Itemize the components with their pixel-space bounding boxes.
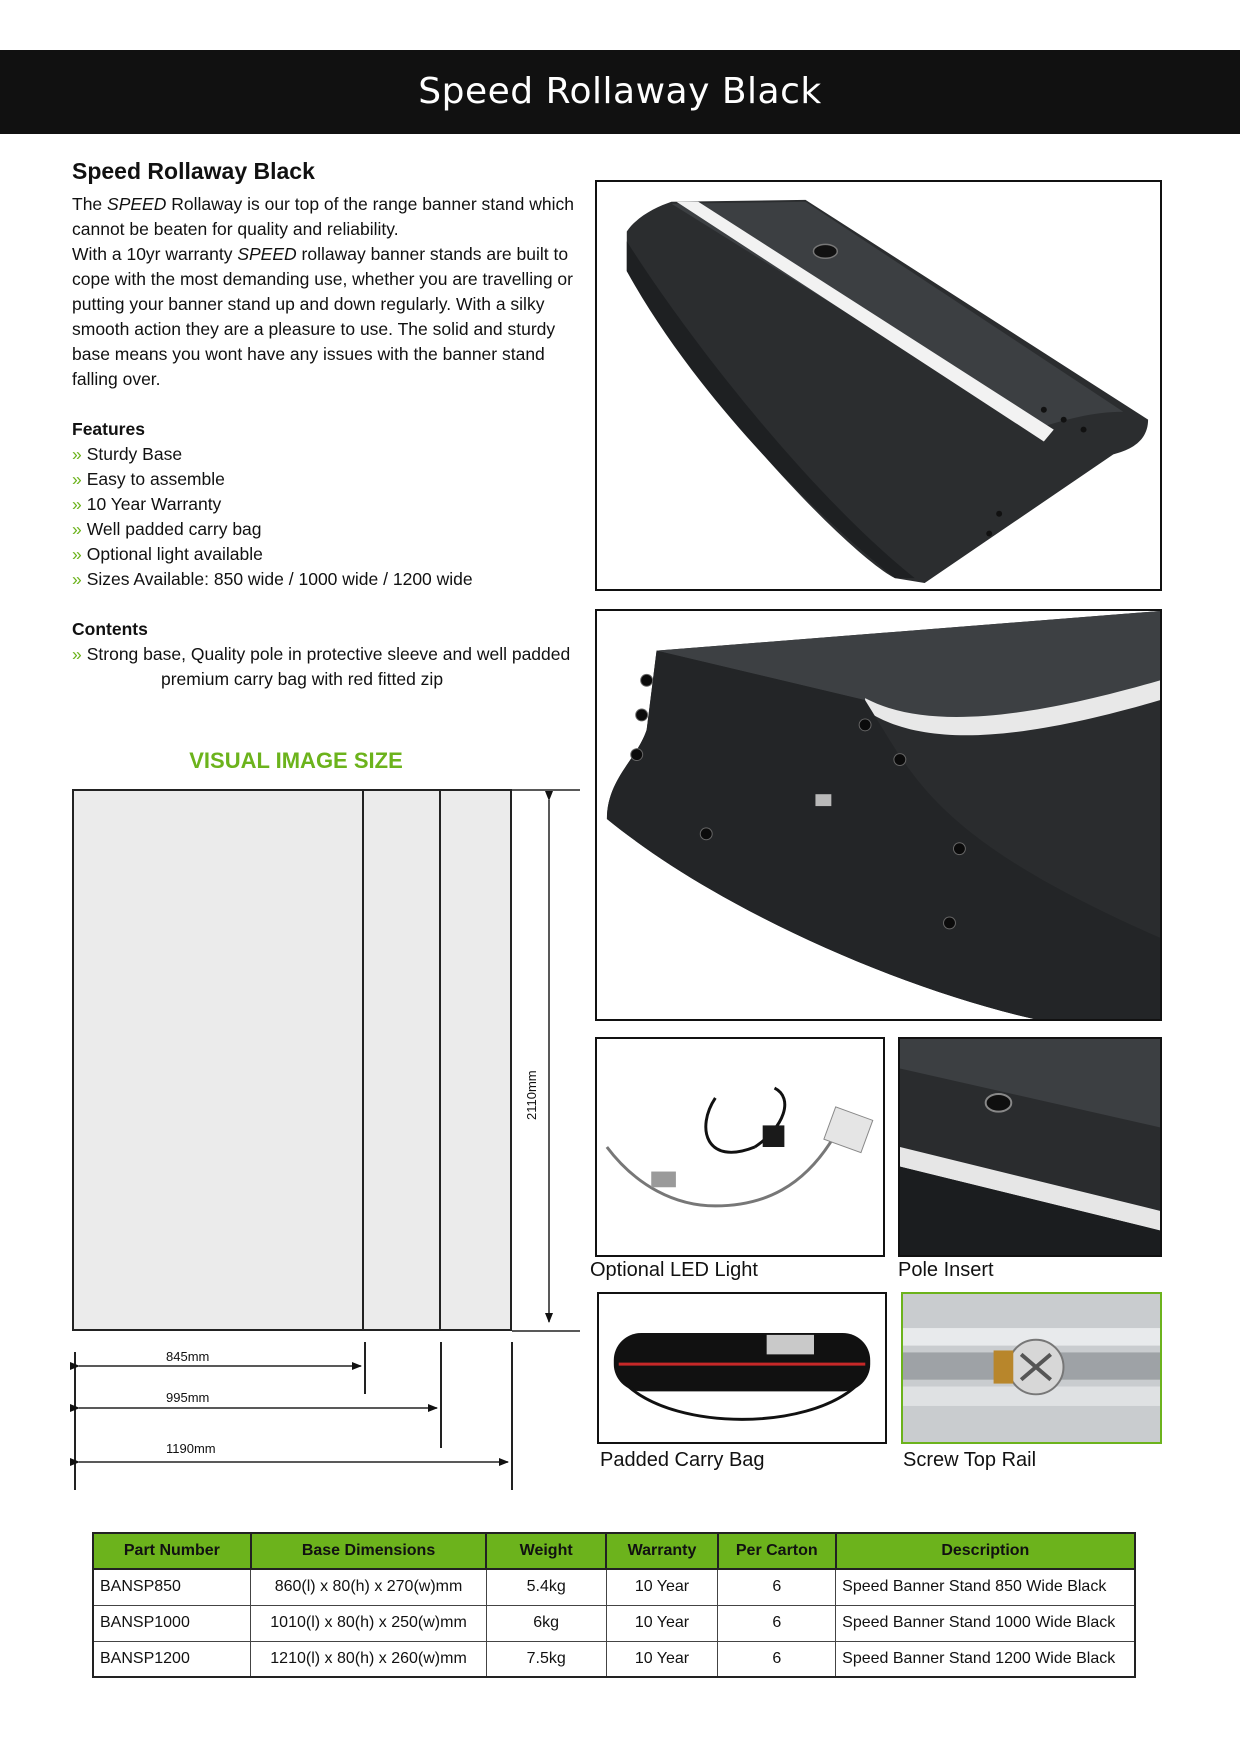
width-label-1190: 1190mm — [166, 1441, 216, 1456]
contents-line-2: premium carry bag with red fitted zip — [161, 669, 444, 689]
features-list — [72, 442, 592, 592]
table-cell: 6 — [718, 1641, 836, 1677]
caption-led-light: Optional LED Light — [590, 1259, 758, 1281]
table-cell: 7.5kg — [486, 1641, 606, 1677]
table-cell: Speed Banner Stand 1000 Wide Black — [836, 1605, 1135, 1641]
caption-screw-top-rail: Screw Top Rail — [903, 1449, 1037, 1471]
table-cell: 10 Year — [606, 1605, 718, 1641]
table-row — [93, 1605, 1135, 1641]
table-cell: 10 Year — [606, 1569, 718, 1605]
product-photo-end-detail — [595, 609, 1162, 1021]
width-label-845: 845mm — [166, 1349, 210, 1364]
table-cell: Speed Banner Stand 850 Wide Black — [836, 1569, 1135, 1605]
bullet-chevron-icon: » — [72, 569, 82, 589]
column-header: Part Number — [93, 1533, 251, 1569]
description-paragraph-1: The SPEED Rollaway is our top of the range banner stand which cannot be beaten for quality and reliability. — [72, 194, 574, 239]
list-item: » Sturdy Base — [72, 444, 183, 464]
table-cell: BANSP1200 — [93, 1641, 251, 1677]
bullet-chevron-icon: » — [72, 544, 82, 564]
bullet-chevron-icon: » — [72, 444, 82, 464]
column-header: Warranty — [606, 1533, 718, 1569]
list-item: » Easy to assemble — [72, 469, 225, 489]
list-item: » Sizes Available: 850 wide / 1000 wide / 1200 wide — [72, 569, 473, 589]
page-title: Speed Rollaway Black — [418, 71, 822, 112]
contents-heading: Contents — [72, 619, 148, 639]
bullet-chevron-icon: » — [72, 494, 82, 514]
bullet-chevron-icon: » — [72, 644, 82, 664]
table-cell: Speed Banner Stand 1200 Wide Black — [836, 1641, 1135, 1677]
caption-pole-insert: Pole Insert — [898, 1259, 994, 1281]
product-description — [72, 192, 582, 392]
list-item: » Well padded carry bag — [72, 519, 262, 539]
bullet-chevron-icon: » — [72, 519, 82, 539]
header-bar — [0, 50, 1240, 134]
list-item: » Optional light available — [72, 544, 263, 564]
banner-area — [73, 790, 511, 1330]
column-header: Base Dimensions — [251, 1533, 487, 1569]
table-cell: 5.4kg — [486, 1569, 606, 1605]
width-label-995: 995mm — [166, 1390, 210, 1405]
features-heading: Features — [72, 419, 145, 439]
table-cell: 10 Year — [606, 1641, 718, 1677]
table-cell: 1210(l) x 80(h) x 260(w)mm — [251, 1641, 487, 1677]
list-item: » 10 Year Warranty — [72, 494, 222, 514]
height-label: 2110mm — [524, 1070, 539, 1120]
product-heading: Speed Rollaway Black — [72, 158, 315, 184]
description-paragraph-2: With a 10yr warranty SPEED rollaway banner stands are built to cope with the most demanding use, whether you are travelling or putting your banner stand up and down regularly. With a silky smooth action they are a pleasure to use. The solid and sturdy base means you wont have any issues with the banner stand falling over. — [72, 244, 573, 389]
photo-led-light — [595, 1037, 885, 1257]
spec-table — [92, 1532, 1136, 1678]
caption-carry-bag: Padded Carry Bag — [600, 1449, 765, 1471]
product-photo-full-base — [595, 180, 1162, 591]
table-cell: 6 — [718, 1569, 836, 1605]
table-cell: 1010(l) x 80(h) x 250(w)mm — [251, 1605, 487, 1641]
table-cell: 860(l) x 80(h) x 270(w)mm — [251, 1569, 487, 1605]
photo-screw-top-rail — [901, 1292, 1162, 1444]
table-cell: 6 — [718, 1605, 836, 1641]
photo-carry-bag — [597, 1292, 887, 1444]
column-header: Per Carton — [718, 1533, 836, 1569]
contents-line-1: » Strong base, Quality pole in protective sleeve and well padded — [72, 644, 571, 664]
table-cell: 6kg — [486, 1605, 606, 1641]
table-cell: BANSP1000 — [93, 1605, 251, 1641]
contents-text — [72, 642, 592, 692]
table-header-row — [93, 1533, 1135, 1569]
table-row — [93, 1569, 1135, 1605]
photo-pole-insert — [898, 1037, 1162, 1257]
table-row — [93, 1641, 1135, 1677]
table-cell: BANSP850 — [93, 1569, 251, 1605]
column-header: Weight — [486, 1533, 606, 1569]
column-header: Description — [836, 1533, 1135, 1569]
visual-size-title: VISUAL IMAGE SIZE — [189, 748, 403, 773]
bullet-chevron-icon: » — [72, 469, 82, 489]
